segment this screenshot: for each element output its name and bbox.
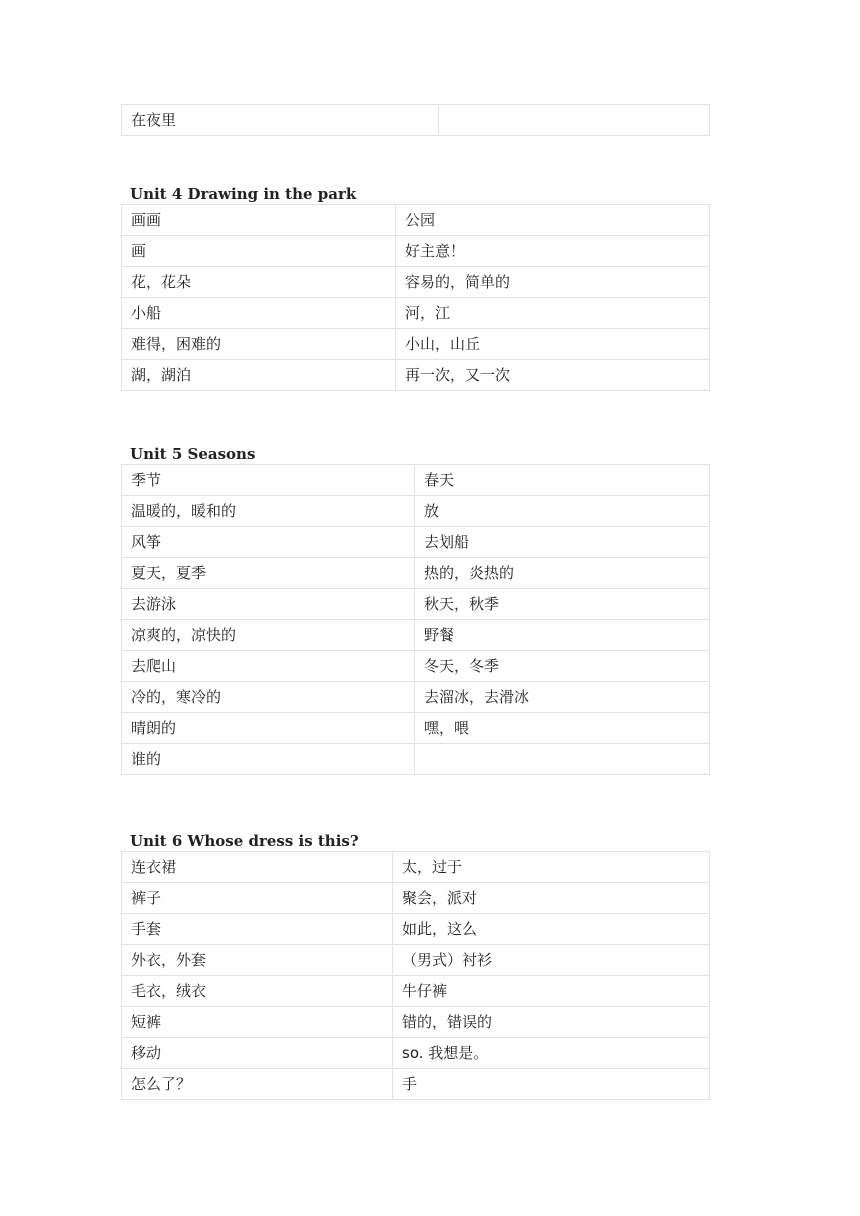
vocab-cell-right: 牛仔裤 bbox=[393, 976, 710, 1007]
vocab-cell-right: 热的，炎热的 bbox=[415, 558, 710, 589]
vocab-cell-left: 在夜里 bbox=[122, 105, 439, 136]
vocab-cell-right: 聚会，派对 bbox=[393, 883, 710, 914]
table-row bbox=[122, 465, 710, 496]
vocab-cell-right: （男式）衬衫 bbox=[393, 945, 710, 976]
vocab-cell-right: 错的，错误的 bbox=[393, 1007, 710, 1038]
vocab-cell-right bbox=[415, 744, 710, 775]
vocab-cell-left: 怎么了？ bbox=[122, 1069, 393, 1100]
vocab-cell-left: 难得，困难的 bbox=[122, 329, 396, 360]
table-row bbox=[122, 205, 710, 236]
unit-5-title: Unit 5 Seasons bbox=[130, 445, 256, 463]
table-row bbox=[122, 1069, 710, 1100]
vocab-cell-left: 外衣，外套 bbox=[122, 945, 393, 976]
vocab-cell-left: 夏天，夏季 bbox=[122, 558, 415, 589]
vocab-cell-right: 如此，这么 bbox=[393, 914, 710, 945]
table-row bbox=[122, 558, 710, 589]
unit-6-table bbox=[121, 851, 710, 1100]
vocab-cell-left: 凉爽的，凉快的 bbox=[122, 620, 415, 651]
vocab-cell-right: 野餐 bbox=[415, 620, 710, 651]
unit-6-title: Unit 6 Whose dress is this? bbox=[130, 832, 359, 850]
table-row bbox=[122, 620, 710, 651]
vocab-cell-left: 裤子 bbox=[122, 883, 393, 914]
vocab-cell-right: so. 我想是。 bbox=[393, 1038, 710, 1069]
vocab-cell-left: 湖，湖泊 bbox=[122, 360, 396, 391]
vocab-cell-left: 小船 bbox=[122, 298, 396, 329]
vocab-cell-left: 温暖的，暖和的 bbox=[122, 496, 415, 527]
vocab-cell-right: 再一次，又一次 bbox=[396, 360, 710, 391]
vocab-cell-right: 容易的，简单的 bbox=[396, 267, 710, 298]
vocab-cell-right: 嘿，喂 bbox=[415, 713, 710, 744]
vocab-cell-right: 秋天，秋季 bbox=[415, 589, 710, 620]
table-row bbox=[122, 1038, 710, 1069]
table-row bbox=[122, 527, 710, 558]
table-row bbox=[122, 298, 710, 329]
vocab-cell-left: 毛衣，绒衣 bbox=[122, 976, 393, 1007]
vocab-cell-left: 季节 bbox=[122, 465, 415, 496]
table-row bbox=[122, 945, 710, 976]
vocab-cell-left: 短裤 bbox=[122, 1007, 393, 1038]
vocab-cell-left: 画画 bbox=[122, 205, 396, 236]
table-row bbox=[122, 651, 710, 682]
vocab-cell-left: 连衣裙 bbox=[122, 852, 393, 883]
table-row bbox=[122, 589, 710, 620]
fragment-table bbox=[121, 104, 710, 136]
table-row bbox=[122, 236, 710, 267]
vocab-cell-left: 移动 bbox=[122, 1038, 393, 1069]
vocab-cell-right: 河，江 bbox=[396, 298, 710, 329]
table-row bbox=[122, 883, 710, 914]
vocab-cell-right: 放 bbox=[415, 496, 710, 527]
vocab-cell-right bbox=[439, 105, 710, 136]
vocab-cell-left: 谁的 bbox=[122, 744, 415, 775]
vocab-cell-left: 冷的，寒冷的 bbox=[122, 682, 415, 713]
vocab-cell-right: 冬天，冬季 bbox=[415, 651, 710, 682]
vocab-cell-left: 去游泳 bbox=[122, 589, 415, 620]
table-row bbox=[122, 329, 710, 360]
table-row bbox=[122, 496, 710, 527]
vocab-cell-left: 手套 bbox=[122, 914, 393, 945]
unit-4-table bbox=[121, 204, 710, 391]
unit-5-table bbox=[121, 464, 710, 775]
table-row bbox=[122, 682, 710, 713]
vocab-cell-right: 好主意！ bbox=[396, 236, 710, 267]
vocab-cell-left: 风筝 bbox=[122, 527, 415, 558]
table-row bbox=[122, 914, 710, 945]
table-row bbox=[122, 744, 710, 775]
vocab-cell-left: 画 bbox=[122, 236, 396, 267]
vocab-cell-right: 春天 bbox=[415, 465, 710, 496]
table-row bbox=[122, 105, 710, 136]
unit-4-title: Unit 4 Drawing in the park bbox=[130, 185, 357, 203]
vocab-cell-right: 公园 bbox=[396, 205, 710, 236]
table-row bbox=[122, 267, 710, 298]
table-row bbox=[122, 852, 710, 883]
vocab-cell-right: 去溜冰，去滑冰 bbox=[415, 682, 710, 713]
vocab-cell-left: 花，花朵 bbox=[122, 267, 396, 298]
vocab-cell-right: 太，过于 bbox=[393, 852, 710, 883]
table-row bbox=[122, 976, 710, 1007]
vocab-cell-right: 小山，山丘 bbox=[396, 329, 710, 360]
vocab-cell-left: 晴朗的 bbox=[122, 713, 415, 744]
table-row bbox=[122, 1007, 710, 1038]
vocab-cell-right: 手 bbox=[393, 1069, 710, 1100]
vocab-cell-left: 去爬山 bbox=[122, 651, 415, 682]
table-row bbox=[122, 360, 710, 391]
vocab-cell-right: 去划船 bbox=[415, 527, 710, 558]
table-row bbox=[122, 713, 710, 744]
